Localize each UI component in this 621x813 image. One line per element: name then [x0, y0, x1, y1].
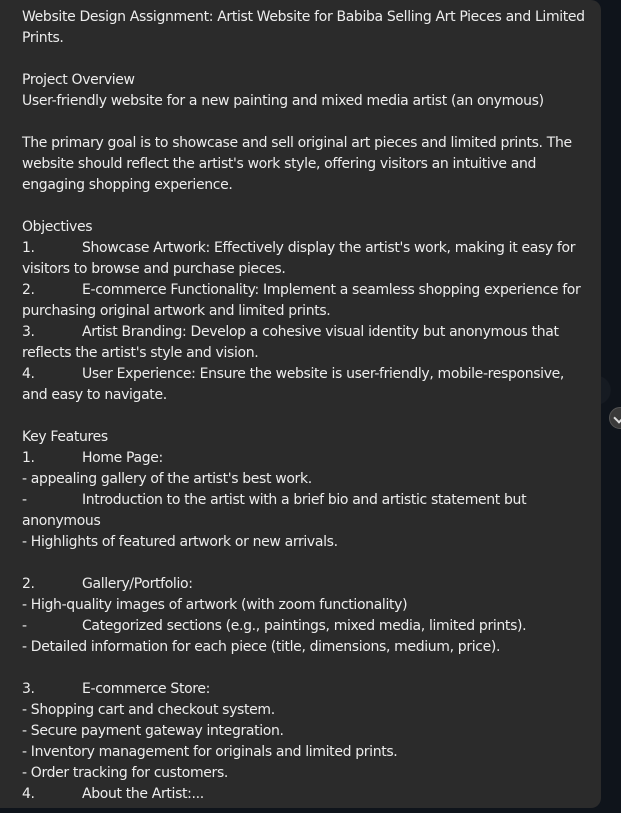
message-text[interactable]: Website Design Assignment: Artist Website for Babiba Selling Art Pieces and Limited Prints. Project Overview User-friendly website for a new painting and mixed media artist (an onymous) The primary goal is to showcase and sell original art pieces and limited prints. The website should reflect the artist's work style, offering visitors an intuitive and engaging shopping experience. Objectives 1. Showcase Artwork: Effectively display the artist's work, making it easy for visitors to browse and purchase pieces. 2. E-commerce Functionality: Implement a seamless shopping experience for purchasing original artwork and limited prints. 3. Artist Branding: Develop a cohesive visual identity but anonymous that reflects the artist's style and vision. 4. User Experience: Ensure the website is user-friendly, mobile-responsive, and easy to navigate. Key Features 1. Home Page: - appealing gallery of the artist's best work. - Introduction to the artist with a brief bio and artistic statement but anonymous - Highlights of featured artwork or new arrivals. 2. Gallery/Portfolio: - High-quality images of artwork (with zoom functionality) - Categorized sections (e.g., paintings, mixed media, limited prints). - Detailed information for each piece (title, dimensions, medium, price). 3. E-commerce Store: - Shopping cart and checkout system. - Secure payment gateway integration. - Inventory management for originals and limited prints. - Order tracking for customers. 4. About the Artist:... [22, 9, 585, 802]
